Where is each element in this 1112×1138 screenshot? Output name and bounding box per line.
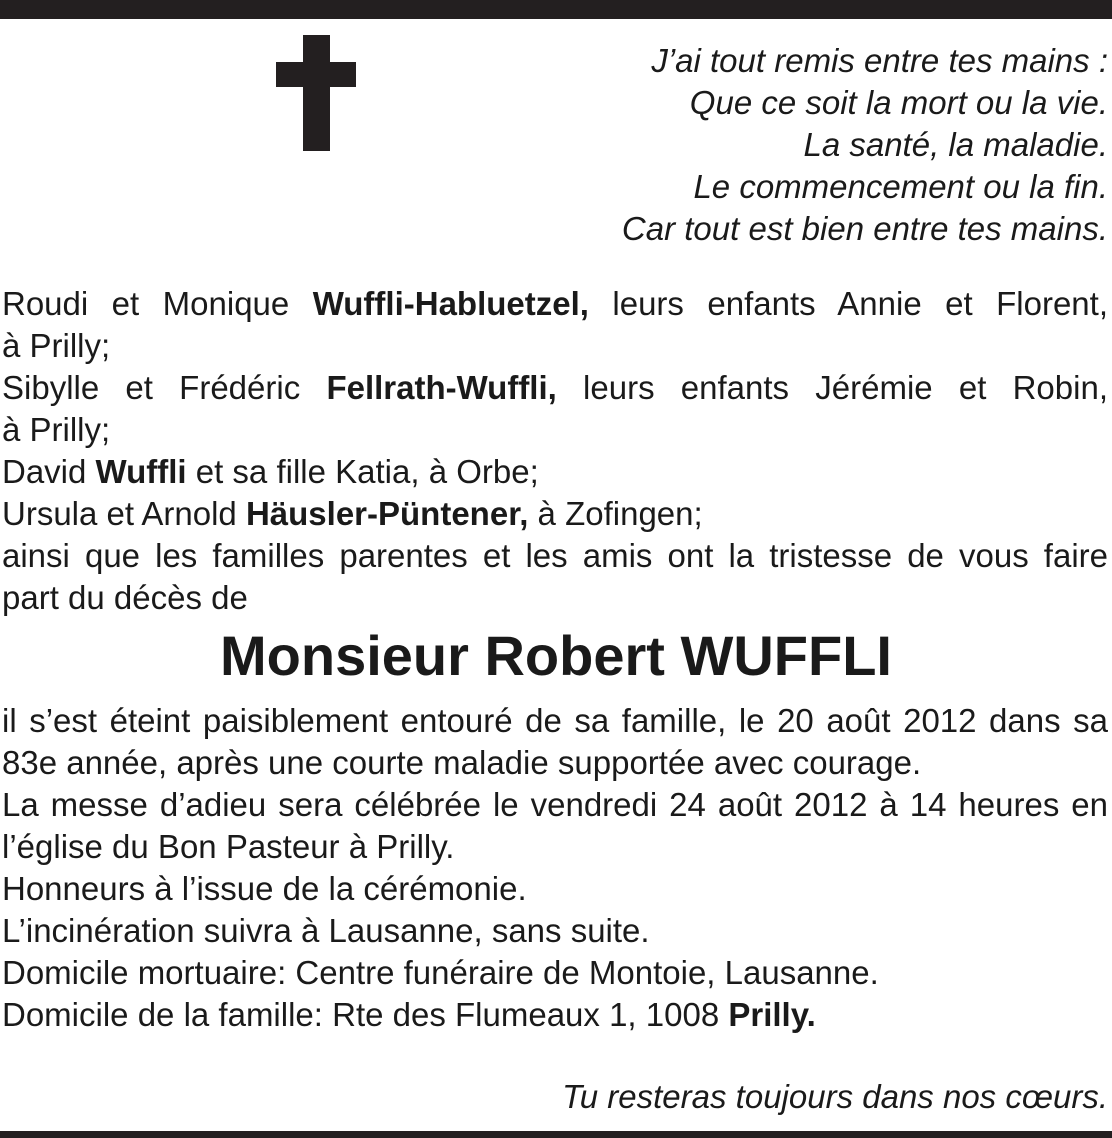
detail-line: 83e année, après une courte maladie supportée avec courage. (2, 744, 922, 781)
family-entry-line: Sibylle et Frédéric Fellrath-Wuffli, leurs enfants Jérémie et Robin, (2, 369, 1108, 406)
family-name: Wuffli-Habluetzel, (312, 285, 589, 322)
family-entry-line: à Prilly; (2, 327, 111, 364)
poem-line: Que ce soit la mort ou la vie. (689, 84, 1108, 121)
detail-line: L’incinération suivra à Lausanne, sans suite. (2, 912, 650, 949)
detail-line: Domicile de la famille: Rte des Flumeaux 1, 1008 Prilly. (2, 996, 816, 1033)
closing-line: Tu resteras toujours dans nos cœurs. (562, 1078, 1108, 1115)
town-name: Prilly. (728, 996, 816, 1033)
family-name: Wuffli (95, 453, 187, 490)
bottom-rule (0, 1131, 1112, 1138)
detail-line: il s’est éteint paisiblement entouré de sa famille, le 20 août 2012 dans sa (2, 702, 1108, 739)
family-name: Häusler-Püntener, (245, 495, 529, 532)
poem-line: La santé, la maladie. (803, 126, 1108, 163)
poem-line: Le commencement ou la fin. (693, 168, 1108, 205)
detail-line: Honneurs à l’issue de la cérémonie. (2, 870, 527, 907)
family-announcement (2, 283, 1108, 619)
deceased-name: Monsieur Robert WUFFLI (220, 624, 892, 687)
family-entry-line: David Wuffli et sa fille Katia, à Orbe; (2, 453, 539, 490)
funeral-details (2, 700, 1108, 1036)
top-rule (0, 0, 1112, 19)
intro-line: part du décès de (2, 579, 248, 616)
family-name: Fellrath-Wuffli, (326, 369, 557, 406)
poem-verse (622, 40, 1108, 250)
family-entry-line: Roudi et Monique Wuffli-Habluetzel, leurs enfants Annie et Florent, (2, 285, 1108, 322)
detail-line: l’église du Bon Pasteur à Prilly. (2, 828, 455, 865)
detail-line: La messe d’adieu sera célébrée le vendredi 24 août 2012 à 14 heures en (2, 786, 1108, 823)
latin-cross-icon (276, 35, 356, 151)
poem-line: J’ai tout remis entre tes mains : (651, 42, 1108, 79)
intro-line: ainsi que les familles parentes et les amis ont la tristesse de vous faire (2, 537, 1108, 574)
poem-line: Car tout est bien entre tes mains. (621, 210, 1108, 247)
family-entry-line: Ursula et Arnold Häusler-Püntener, à Zofingen; (2, 495, 703, 532)
detail-line: Domicile mortuaire: Centre funéraire de Montoie, Lausanne. (2, 954, 879, 991)
family-entry-line: à Prilly; (2, 411, 111, 448)
